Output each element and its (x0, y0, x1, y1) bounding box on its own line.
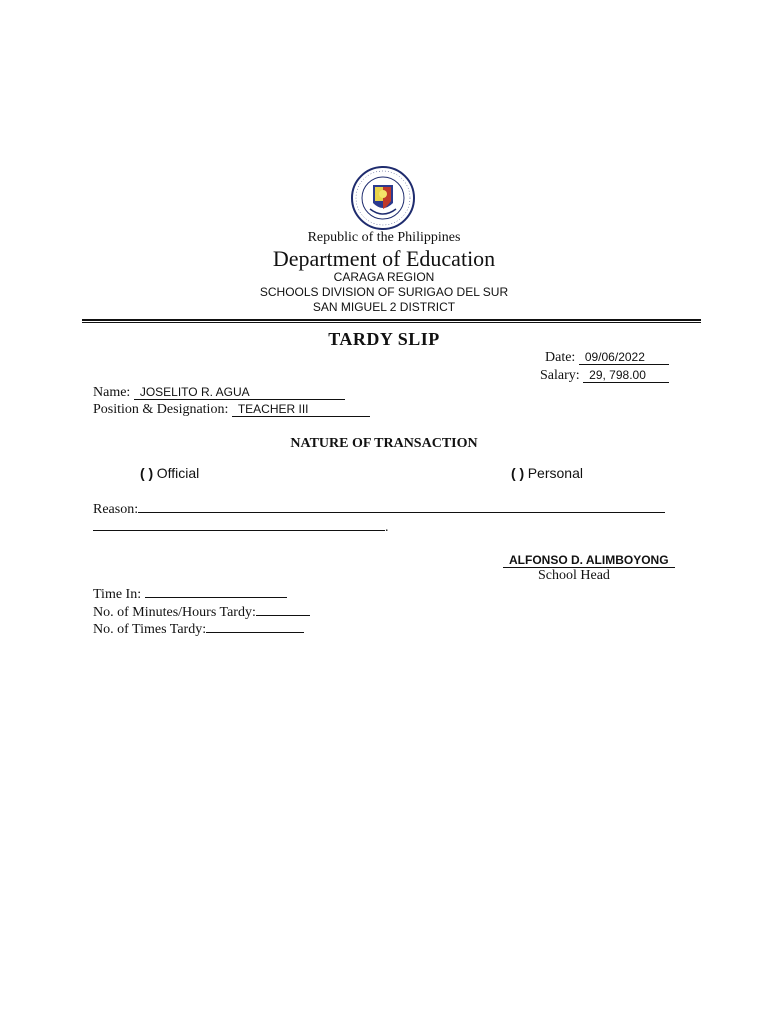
region-line: CARAGA REGION (333, 270, 435, 284)
personal-label: Personal (527, 465, 583, 481)
reason-line[interactable] (138, 500, 665, 513)
form-title: TARDY SLIP (328, 329, 440, 349)
time-in-label: Time In: (93, 587, 142, 602)
reason-continuation: . (93, 518, 389, 536)
date-label: Date: (545, 350, 576, 365)
republic-text: Republic of the Philippines (307, 230, 461, 245)
deped-seal (346, 165, 420, 231)
name-field: JOSELITO R. AGUA (134, 385, 345, 400)
header-divider-thin (82, 322, 701, 323)
district-line: SAN MIGUEL 2 DISTRICT (312, 300, 456, 314)
personal-option[interactable] (511, 465, 583, 483)
official-option[interactable] (140, 465, 199, 483)
name-row (93, 385, 345, 401)
date-field: 09/06/2022 (579, 350, 669, 365)
position-label: Position & Designation: (93, 402, 229, 417)
nature-heading: NATURE OF TRANSACTION (290, 436, 478, 451)
name-label: Name: (93, 385, 131, 400)
signatory-block (503, 551, 675, 569)
official-checkbox[interactable]: ( ) (140, 465, 154, 481)
salary-row (540, 368, 669, 384)
signatory-name: ALFONSO D. ALIMBOYONG (503, 553, 675, 568)
division-line: SCHOOLS DIVISION OF SURIGAO DEL SUR (259, 285, 509, 299)
personal-checkbox[interactable]: ( ) (511, 465, 525, 481)
signatory-title: School Head (538, 568, 610, 583)
times-row (93, 620, 304, 638)
reason-row (93, 500, 665, 518)
salary-field: 29, 798.00 (583, 368, 669, 383)
times-field[interactable] (206, 620, 304, 633)
region-block (0, 270, 768, 315)
reason-line-2[interactable] (93, 518, 385, 531)
minutes-field[interactable] (256, 603, 310, 616)
date-row (545, 350, 669, 366)
minutes-label: No. of Minutes/Hours Tardy: (93, 605, 256, 620)
header-divider (82, 319, 701, 321)
department-title: Department of Education (272, 246, 496, 271)
salary-label: Salary: (540, 368, 580, 383)
time-in-row (93, 585, 287, 603)
reason-label: Reason: (93, 502, 139, 517)
minutes-row (93, 603, 310, 621)
position-field: TEACHER III (232, 402, 370, 417)
position-row (93, 402, 370, 418)
time-in-field[interactable] (145, 585, 287, 598)
times-label: No. of Times Tardy: (93, 622, 207, 637)
official-label: Official (156, 465, 200, 481)
